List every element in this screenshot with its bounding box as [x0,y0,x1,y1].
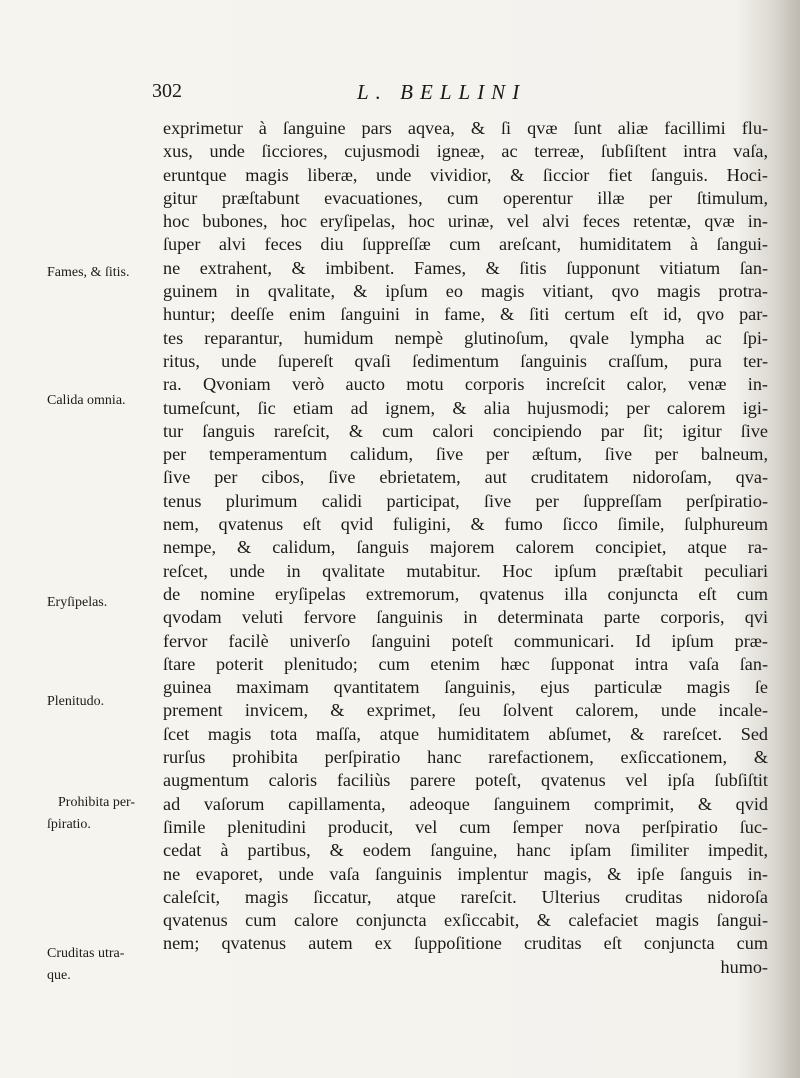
text-line: ſive per cibos, ſive ebrietatem, aut cruditatem nidoroſam, qva- [163,467,768,488]
margin-note-calida-omnia: Calida omnia. [47,393,126,408]
text-line: tenus plurimum calidi participat, ſive per ſuppreſſam perſpiratio- [163,490,768,511]
text-line: ad vaſorum capillamenta, adeoque ſanguinem comprimit, & qvid [163,793,768,814]
text-line: tes reparantur, humidum nempè glutinoſum, qvale lympha ac ſpi- [163,327,768,348]
text-line: ne extrahent, & imbibent. Fames, & ſitis ſupponunt vitiatum ſan- [163,257,768,278]
text-line: ra. Qvoniam verò aucto motu corporis increſcit calor, venæ in- [163,374,768,395]
text-line: rurſus prohibita perſpiratio hanc rarefactionem, exſiccationem, & [163,747,768,768]
text-line: augmentum caloris faciliùs parere poteſt, qvatenus vel ipſa ſubſiſtit [163,770,768,791]
margin-note-erysipelas: Eryſipelas. [47,595,108,610]
text-line: tumeſcunt, ſic etiam ad ignem, & alia hujusmodi; per calorem igi- [163,397,768,418]
text-line: reſcet, unde in qvalitate mutabitur. Hoc ipſum præſtabit peculiari [163,560,768,581]
text-line: eruntque magis liberæ, unde vividior, & ſiccior fiet ſanguis. Hoci- [163,164,768,185]
running-head: L. BELLINI [357,80,527,104]
margin-note-fames-sitis: Fames, & ſitis. [47,265,130,280]
margin-note-cruditas-utraque: Cruditas utra- [47,946,125,961]
text-line: ſtare poterit plenitudo; cum etenim hæc ſupponat intra vaſa ſan- [163,653,768,674]
text-line: nem, qvatenus eſt qvid fuligini, & fumo ſicco ſimile, ſulphureum [163,514,768,535]
text-line: ſuper alvi feces diu ſuppreſſæ cum areſcant, humiditatem à ſangui- [163,234,768,255]
text-line: huntur; deeſſe enim ſanguini in fame, & ſiti certum eſt id, qvo par- [163,304,768,325]
text-line: ritus, unde ſupereſt qvaſi ſedimentum ſanguinis craſſum, pura ter- [163,350,768,371]
margin-note-plenitudo: Plenitudo. [47,694,105,709]
text-line: qvodam veluti fervore ſanguinis in determinata parte corporis, qvi [163,607,768,628]
text-line: ſcet magis tota maſſa, atque humiditatem abſumet, & rareſcet. Sed [163,723,768,744]
margin-note-cruditas-utraque-cont: que. [47,968,71,983]
text-line: nem; qvatenus autem ex ſuppoſitione cruditas eſt conjuncta cum [163,933,768,954]
text-line: per temperamentum calidum, ſive per æſtum, ſive per balneum, [163,444,768,465]
margin-note-prohibita-perspiratio: Prohibita per- [58,795,136,810]
text-line: cedat à partibus, & eodem ſanguine, hanc ipſam ſimiliter impedit, [163,840,768,861]
text-line: nempe, & calidum, ſanguis majorem calorem concipiet, atque ra- [163,537,768,558]
text-line: tur ſanguis rareſcit, & cum calori concipiendo par ſit; igitur ſive [163,420,768,441]
text-line: guinem in qvalitate, & ipſum eo magis vitiant, qvo magis protra- [163,281,768,302]
text-line: guinea maximam qvantitatem ſanguinis, ejus particulæ magis ſe [163,677,768,698]
text-line: de nomine eryſipelas extremorum, qvatenus illa conjuncta eſt cum [163,583,768,604]
text-line: prement invicem, & exprimet, ſeu ſolvent calorem, unde incale- [163,700,768,721]
margin-note-prohibita-perspiratio-cont: ſpiratio. [47,817,91,832]
text-line: hoc bubones, hoc eryſipelas, hoc urinæ, vel alvi feces retentæ, qvæ in- [163,211,768,232]
text-line: caleſcit, magis ſiccatur, atque rareſcit. Ulterius cruditas nidoroſa [163,886,768,907]
text-line: ſimile plenitudini producit, vel cum ſemper nova perſpiratio ſuc- [163,816,768,837]
text-line: ne evaporet, unde vaſa ſanguinis implentur magis, & ipſe ſanguis in- [163,863,768,884]
text-line: exprimetur à ſanguine pars aqvea, & ſi qvæ ſunt aliæ facillimi flu- [163,118,768,138]
text-line: qvatenus cum calore conjuncta exſiccabit, & calefaciet magis ſangui- [163,910,768,931]
text-line: xus, unde ſicciores, cujusmodi igneæ, ac terreæ, ſubſiſtent intra vaſa, [163,141,768,162]
text-line: humo- [720,956,768,977]
text-line: gitur præſtabunt evacuationes, cum operentur illæ per ſtimulum, [163,187,768,208]
page-number: 302 [152,80,182,102]
body-text [163,117,768,979]
text-line: fervor facilè univerſo ſanguini poteſt communicari. Id ipſum præ- [163,630,768,651]
page-header [152,80,772,110]
